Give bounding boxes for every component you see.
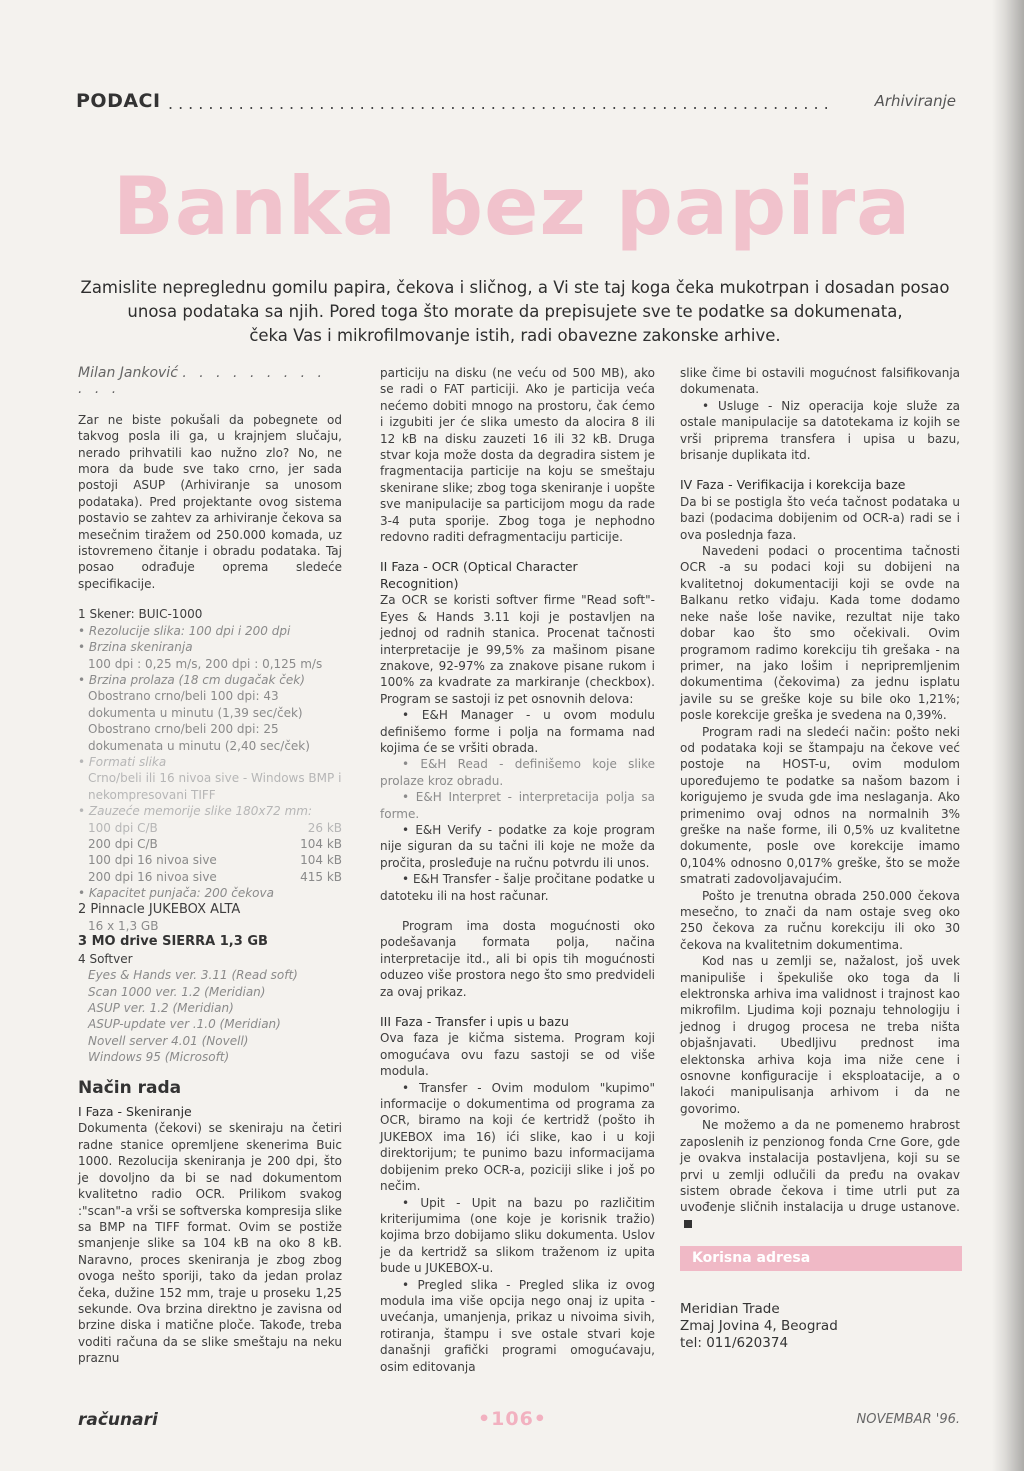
company-phone: tel: 011/620374: [680, 1334, 789, 1351]
phase-paragraph: Za OCR se koristi softver firme "Read soft"-Eyes & Hands 3.11 koji je postavljen na jednoj od radnih stanica. Procenat tačnosti interpretacije je 99,5% za mašinom pisane znakove, 92-97% za znakove pisane rukom i 100% za kvadrate za markiranje (checkbox). Program se sastoji iz pet osnovnih delova:: [380, 593, 655, 706]
author-byline: [78, 365, 342, 398]
address-box-title: Korisna adresa: [680, 1246, 962, 1270]
leader-dots: ..................................................................: [168, 94, 834, 113]
lead-line: čeka Vas i mikrofilmovanje istih, radi obavezne zakonske arhive.: [249, 326, 781, 345]
section-label: PODACI: [76, 90, 161, 112]
company-address: Zmaj Jovina 4, Beograd: [680, 1317, 838, 1334]
spec-detail: Crno/beli ili 16 nivoa sive - Windows BMP i nekompresovani TIFF: [88, 771, 342, 802]
body-paragraph: particiju na disku (ne veću od 500 MB), ako se radi o FAT particiji. Ako je particija veća nećemo dobiti mnogo na prostoru, čak ćemo i izgubiti jer će slika umesto da alocira 8 ili 12 kB na disku zauzeti 16 ili 32 kB. Druga stvar koja može dosta da degradira sistem je fragmentacija particije na koju se smeštaju skenirane slike; zbog toga skeniranje i uopšte sve manipulacije sa particijom mogu da rade 3-4 puta sporije. Zbog toga je nephodno redovno raditi defragmentaciju particije.: [380, 366, 655, 545]
author-dots: . . . . . . . . . . . .: [78, 365, 326, 398]
spec-detail: Obostrano crno/beli 100 dpi: 43 dokumenta u minutu (1,39 sec/ček): [88, 689, 303, 720]
spec-item: 3 MO drive SIERRA 1,3 GB: [78, 934, 268, 950]
body-paragraph: Navedeni podaci o procentima tačnosti OCR -a su podaci koji su dobijeni na kvalitetnoj dokumentaciji koji se ovde na Balkanu retko viđaju. Kada tome dodamo neke naše loše navike, rezultat nije tako dobar kao što smo očekivali. Ovim programom radimo korekciju tih grešaka - na primer, na jako lošim i nepripremljenim dokumentima (čekovima) za jednu isplatu javile su se greške koje su bile oko 1,21%; posle korekcije greška je svedena na 0,39%.: [680, 544, 960, 723]
page-footer: [78, 1410, 960, 1434]
company-name: Meridian Trade: [680, 1300, 780, 1317]
author-name: Milan Janković: [78, 365, 178, 381]
column-2: [380, 365, 655, 1375]
memory-row: 100 dpi 16 nivoa sive 104 kB: [88, 853, 342, 868]
bullet-item: • E&H Read - definišemo koje slike prolaze kroz obradu.: [380, 756, 655, 789]
column-3: [680, 365, 960, 1352]
spec-detail: 16 x 1,3 GB: [88, 919, 159, 933]
software-item: ASUP-update ver .1.0 (Meridian): [88, 1017, 281, 1032]
spec-subitem: • Brzina skeniranja: [78, 639, 342, 655]
bullet-item: • Upit - Upit na bazu po različitim kriterijumima (one koje je korisnik tražio) kojima brzo dobijamo sliku dokumenta. Uslov je da kertridž sa slikom traženom iz upita bude u JUKEBOX-u.: [380, 1195, 655, 1277]
phase-paragraph: Ova faza je kičma sistema. Program koji omogućava ovu fazu sastoji se od više modula.: [380, 1031, 655, 1079]
spec-subitem: • Kapacitet punjača: 200 čekova: [78, 885, 342, 901]
spec-detail: 100 dpi : 0,25 m/s, 200 dpi : 0,125 m/s: [88, 656, 323, 671]
bullet-item: • Transfer - Ovim modulom "kupimo" informacije o dokumentima od programa za OCR, biramo na koji će kertridž (pošto ih JUKEBOX ima 16) ići slike, kao i u koji direktorijum; te punimo bazu informacijama dobijenim preko OCR-a, poziciji slike i još po nečim.: [380, 1080, 655, 1195]
phase-heading: IV Faza - Verifikacija i korekcija baze: [680, 477, 906, 493]
lead-line: Zamislite nepreglednu gomilu papira, čekova i sličnog, a Vi ste taj koga čeka mukotrpan i dosadan posao: [80, 278, 950, 297]
body-paragraph: Pošto je trenutna obrada 250.000 čekova mesečno, to znači da nam ostaje sveg oko 250 čekova za ručnu korekciju ili oko 30 čekova na kvalitetnim dokumentima.: [680, 888, 960, 952]
body-paragraph: Ne možemo a da ne pomenemo hrabrost zaposlenih iz penzionog fonda Crne Gore, gde je ovakva instalacija postavljena, koji su se prvi u zemlji odlučili da pređu na ovakav sistem obrade čekova i time utrli put za uvođenje sličnih instalacija u druge ustanove.: [680, 1117, 960, 1232]
article-title: Banka bez papira: [112, 160, 912, 253]
spec-subitem: • Zauzeće memorije slike 180x72 mm:: [78, 803, 342, 819]
spec-item: 4 Softver: [78, 951, 133, 966]
intro-paragraph: Zar ne biste pokušali da pobegnete od takvog posla ili ga, u krajnjem slučaju, nerado prihvatili kao nužno zlo? No, ne mora da bude sve tako crno, jer sada postoji ASUP (Arhiviranje sa unosom podataka). Pred projektante ovog sistema postavio se zahtev za arhiviranje čekova sa mesečnim tiražem od 250.000 komada, uz istovremeno čitanje i obradu podataka. Taj posao odrađuje oprema sledeće specifikacije.: [78, 412, 342, 591]
spec-list: [78, 606, 342, 1065]
software-item: ASUP ver. 1.2 (Meridian): [88, 1001, 234, 1016]
spec-item: 1 Skener: BUIC-1000: [78, 607, 203, 622]
bullet-item: • E&H Interpret - interpretacija polja sa forme.: [380, 789, 655, 822]
bullet-item: • E&H Manager - u ovom modulu definišemo forme i polja na formama nad kojima će se vršiti obrada.: [380, 707, 655, 756]
bullet-item: • Usluge - Niz operacija koje služe za ostale manipulacije sa datotekama iz kojih se vrši priprema transfera i upisa u bazu, brisanje duplikata itd.: [680, 398, 960, 464]
phase-paragraph: Da bi se postigla što veća tačnost podataka u bazi (podacima dobijenim od OCR-a) radi se i ova poslednja faza.: [680, 494, 960, 542]
body-paragraph: Kod nas u zemlji se, nažalost, još uvek manipuliše i špekuliše oko toga da li elektronska arhiva ima validnost i trajnost kao mikrofilm. Ljudima koji poznaju tehnologiju i jednog i drugog procesa ne treba ništa objašnjavati. Ubedljivu prednost ima elektonska arhiva koja ima niže cene i osnovne konfiguracije i eksploatacije, a o lakoći manipulisanja arhivom i da ne govorimo.: [680, 954, 960, 1116]
bullet-item: • E&H Verify - podatke za koje program nije siguran da su tačni ili koje ne može da pročita, prosleđuje na ručnu potvrdu ili unos.: [380, 822, 655, 871]
phase-heading: I Faza - Skeniranje: [78, 1104, 192, 1120]
address-block: [680, 1301, 960, 1352]
spec-subitem: • Brzina prolaza (18 cm dugačak ček): [78, 672, 342, 688]
bullet-item: • E&H Transfer - šalje pročitane podatke u datoteku ili na host računar.: [380, 871, 655, 904]
software-item: Scan 1000 ver. 1.2 (Meridian): [88, 984, 266, 999]
magazine-logo: računari: [78, 1410, 158, 1430]
body-paragraph: slike čime bi ostavili mogućnost falsifikovanja dokumenata.: [680, 366, 960, 397]
phase-heading: II Faza - OCR (Optical Character Recognition): [380, 559, 578, 591]
issue-label: NOVEMBAR '96.: [856, 1412, 960, 1427]
phase-heading: III Faza - Transfer i upis u bazu: [380, 1014, 569, 1030]
spec-item: 2 Pinnacle JUKEBOX ALTA: [78, 901, 241, 917]
spec-subitem: • Formati slika: [78, 754, 342, 770]
software-item: Windows 95 (Microsoft): [88, 1050, 230, 1065]
software-item: Eyes & Hands ver. 3.11 (Read soft): [88, 968, 298, 983]
memory-row: 100 dpi C/B 26 kB: [88, 820, 342, 835]
software-item: Novell server 4.01 (Novell): [88, 1033, 249, 1048]
body-paragraph: Program radi na sledeći način: pošto neki od podataka koji se štampaju na čekove već postoje na HOST-u, ovim modulom upoređujemo te podatke sa našom bazom i korigujemo je svuda gde ima neslaganja. Ako primenimo ovaj odnos na normalnih 3% greške na naše forme, ili 0,5% uz kvalitetne dokumente, posle ove korekcije imamo 0,104% odnosno 0,017% greške, što se može smatrati zadovoljavajućim.: [680, 724, 960, 887]
section-heading: Način rada: [78, 1077, 182, 1098]
spec-detail: Obostrano crno/beli 200 dpi: 25 dokumenata u minutu (2,40 sec/ček): [88, 722, 310, 753]
memory-row: 200 dpi 16 nivoa sive 415 kB: [88, 869, 342, 884]
article-lead: [70, 276, 960, 348]
spec-subitem: • Rezolucije slika: 100 dpi i 200 dpi: [78, 623, 342, 639]
page-header: [76, 90, 956, 116]
end-mark-icon: [684, 1220, 692, 1228]
page-number: •106•: [478, 1408, 547, 1430]
memory-row: 200 dpi C/B 104 kB: [88, 836, 342, 851]
bullet-item: • Pregled slika - Pregled slika iz ovog modula ima više opcija nego onaj iz upita - uvećanja, umanjenja, prikaz u nivoima sivih, rotiranja, štampu i sve ostale stvari koje današnji grafički programi omogućavaju, osim editovanja: [380, 1277, 655, 1375]
body-paragraph: Program ima dosta mogućnosti oko podešavanja formata polja, načina interpretacije itd., ali bi opis tih mogućnosti oduzeo više prostora nego što smo predvideli za ovaj prikaz.: [380, 919, 655, 999]
topic-label: Arhiviranje: [874, 92, 956, 110]
column-1: [78, 365, 342, 1367]
phase-paragraph: Dokumenta (čekovi) se skeniraju na četiri radne stanice opremljene skenerima Buic 1000. Rezolucija skeniranja je 200 dpi, što je dovoljno da bi se nad dokumentom kvalitetno radio OCR. Prilikom svakog :"scan"-a vrši se softverska kompresija slike sa BMP na TIFF format. Ovim se postiže smanjenje slike sa 104 kB na oko 8 kB. Naravno, proces skeniranja je zbog zbog ovoga nešto sporiji, tako da jedan prolaz čeka, dužine 152 mm, traje u proseku 1,25 sekunde. Ova brzina direktno je zavisna od brzine diska i matične ploče. Takođe, treba voditi računa da se slike smeštaju na neku praznu: [78, 1121, 342, 1366]
lead-line: unosa podataka sa njih. Pored toga što morate da prepisujete sve te podatke sa dokumenata,: [127, 302, 903, 321]
